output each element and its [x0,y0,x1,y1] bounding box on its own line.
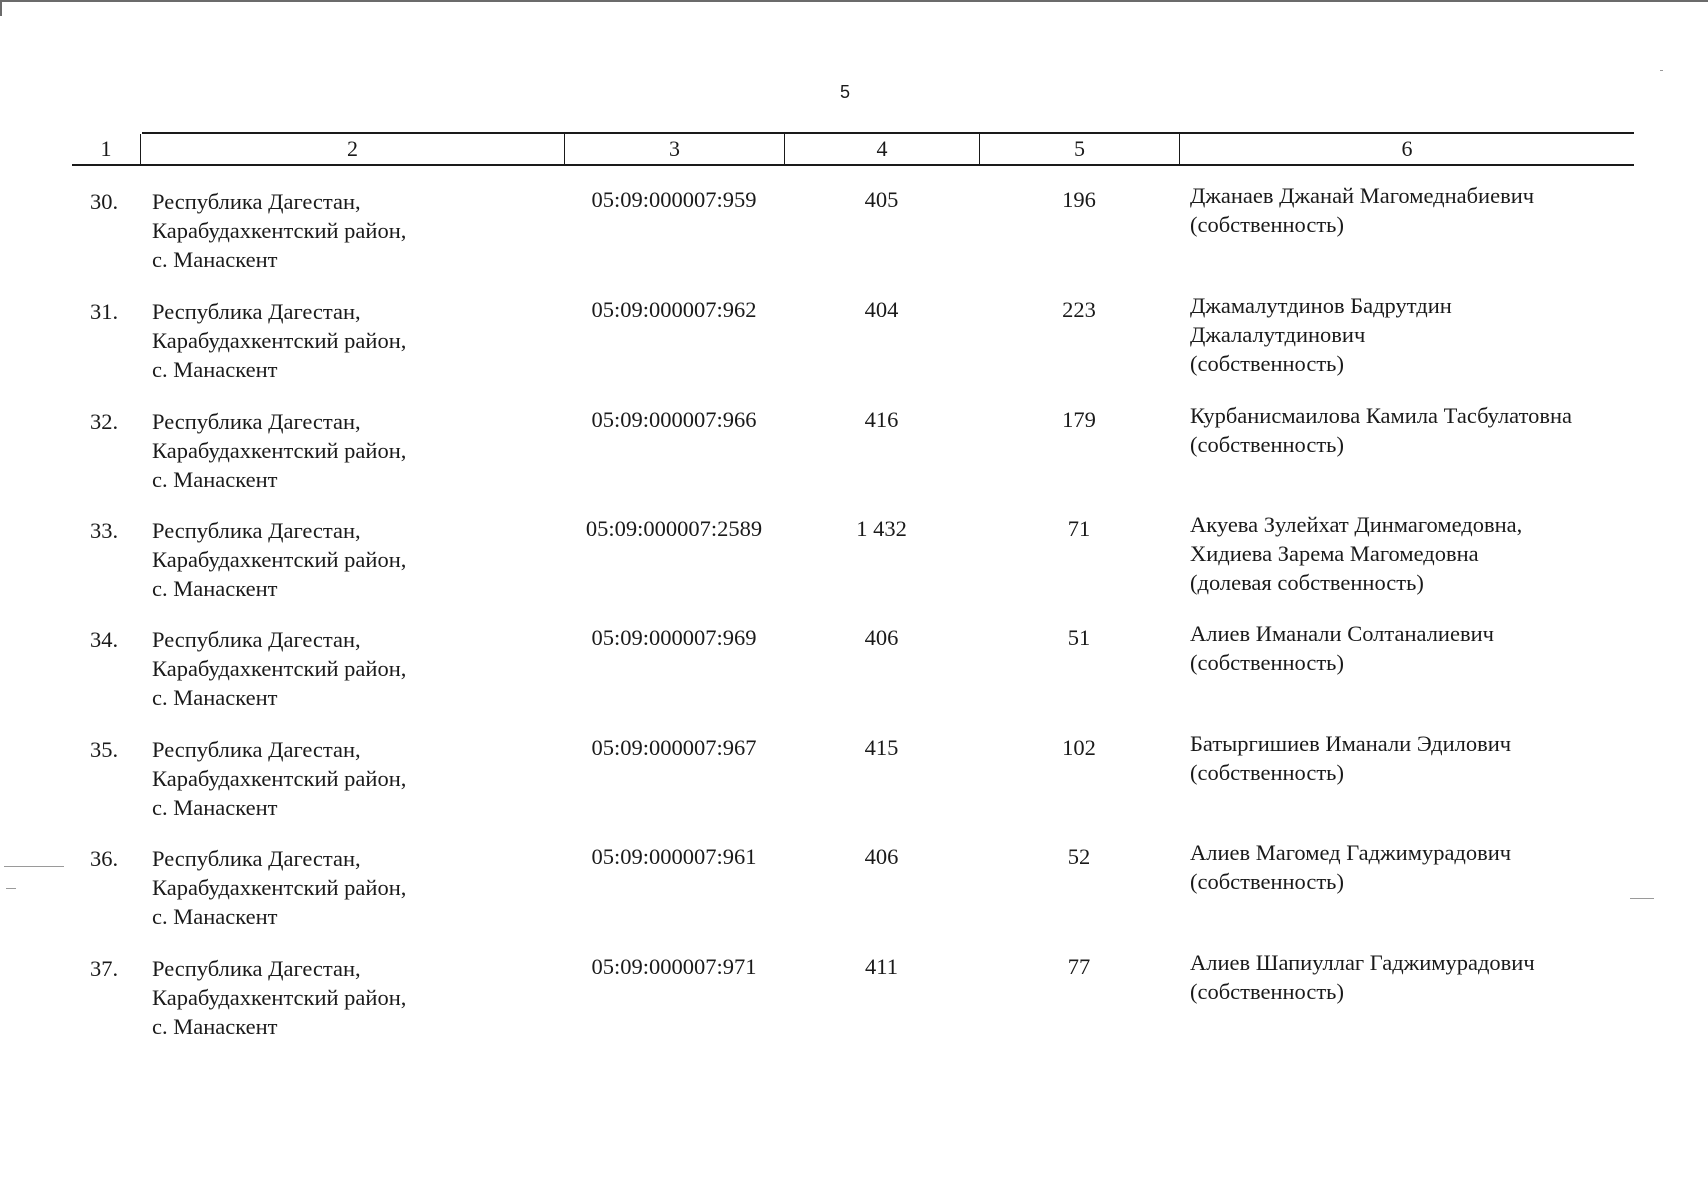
scan-artifact [4,866,64,867]
address-line: с. Манаскент [152,685,278,710]
address-line: Карабудахкентский район, [152,328,407,353]
area-value: 405 [864,187,899,212]
scan-artifact [6,888,16,889]
address-cell [152,407,552,494]
owner-line: Алиев Шапиуллаг Гаджимурадович [1190,950,1535,975]
owner-cell [1190,181,1630,239]
address-line: Республика Дагестан, [152,409,361,434]
owner-line: Алиев Магомед Гаджимурадович [1190,840,1512,865]
scan-artifact [1630,898,1654,899]
row-number: 33. [90,518,119,543]
cadastral-number: 05:09:000007:966 [591,407,757,432]
cadastral-number: 05:09:000007:959 [591,187,757,212]
address-line: Карабудахкентский район, [152,656,407,681]
owner-cell [1190,291,1630,378]
address-line: Республика Дагестан, [152,956,361,981]
area-value: 416 [864,407,899,432]
owner-line: (собственность) [1190,351,1344,376]
area-value: 1 432 [856,516,907,541]
address-cell [152,297,552,384]
column-5-value: 51 [1067,625,1091,650]
address-line: с. Манаскент [152,357,278,382]
owner-cell [1190,948,1630,1006]
cadastral-number: 05:09:000007:969 [591,625,757,650]
owner-cell [1190,619,1630,677]
column-5-value: 77 [1067,954,1091,979]
address-line: с. Манаскент [152,904,278,929]
address-cell [152,844,552,931]
table-row [72,950,1634,1064]
row-number: 31. [90,299,119,324]
column-5-value: 71 [1067,516,1091,541]
cadastral-number: 05:09:000007:2589 [585,516,763,541]
owner-line: Джанаев Джанай Магомеднабиевич [1190,183,1535,208]
table-row [72,293,1634,407]
address-cell [152,735,552,822]
cadastral-number: 05:09:000007:967 [591,735,757,760]
row-number: 37. [90,956,119,981]
owner-line: Акуева Зулейхат Динмагомедовна, [1190,512,1523,537]
scan-left-edge [0,0,2,16]
owner-line: (долевая собственность) [1190,570,1424,595]
header-col-1: 1 [100,136,112,161]
address-line: с. Манаскент [152,247,278,272]
owner-line: (собственность) [1190,650,1344,675]
address-cell [152,625,552,712]
cadastral-number: 05:09:000007:961 [591,844,757,869]
address-line: Карабудахкентский район, [152,547,407,572]
address-cell [152,516,552,603]
area-value: 404 [864,297,899,322]
address-line: Республика Дагестан, [152,627,361,652]
owner-line: (собственность) [1190,979,1344,1004]
area-value: 406 [864,625,899,650]
table-row [72,840,1634,954]
table-row [72,731,1634,845]
owner-line: (собственность) [1190,760,1344,785]
table-row [72,621,1634,735]
header-bottom-rule [72,164,1634,166]
owner-cell [1190,401,1630,459]
owner-line: Джамалутдинов Бадрутдин [1190,293,1452,318]
address-line: Карабудахкентский район, [152,985,407,1010]
page-number: 5 [839,82,850,102]
column-5-value: 223 [1062,297,1096,322]
area-value: 406 [864,844,899,869]
area-value: 411 [865,954,898,979]
address-line: с. Манаскент [152,467,278,492]
owner-cell [1190,729,1630,787]
row-number: 36. [90,846,119,871]
owner-cell [1190,510,1630,597]
column-5-value: 102 [1062,735,1096,760]
table-header [72,132,1634,166]
address-line: Карабудахкентский район, [152,875,407,900]
area-value: 415 [864,735,899,760]
cadastral-number: 05:09:000007:971 [591,954,757,979]
header-col-5: 5 [979,134,1179,164]
address-line: Республика Дагестан, [152,189,361,214]
scan-top-edge [0,0,1708,2]
address-cell [152,954,552,1041]
address-line: Карабудахкентский район, [152,766,407,791]
owner-line: Курбанисмаилова Камила Тасбулатовна [1190,403,1573,428]
address-line: с. Манаскент [152,1014,278,1039]
address-line: Республика Дагестан, [152,846,361,871]
owner-line: (собственность) [1190,432,1344,457]
owner-line: (собственность) [1190,212,1344,237]
owner-line: Хидиева Зарема Магомедовна [1190,541,1479,566]
row-number: 34. [90,627,119,652]
row-number: 32. [90,409,119,434]
header-col-2: 2 [140,134,564,164]
owner-line: (собственность) [1190,869,1344,894]
address-line: с. Манаскент [152,576,278,601]
column-5-value: 52 [1067,844,1091,869]
table-row [72,183,1634,297]
header-col-6: 6 [1179,134,1634,164]
column-5-value: 179 [1062,407,1096,432]
cadastral-number: 05:09:000007:962 [591,297,757,322]
table-row [72,403,1634,517]
row-number: 35. [90,737,119,762]
address-line: Карабудахкентский район, [152,218,407,243]
header-col-3: 3 [564,134,784,164]
address-line: Республика Дагестан, [152,299,361,324]
owner-line: Батыргишиев Иманали Эдилович [1190,731,1512,756]
scan-artifact [1660,70,1663,71]
address-line: Республика Дагестан, [152,737,361,762]
address-line: с. Манаскент [152,795,278,820]
header-col-4: 4 [784,134,979,164]
address-line: Республика Дагестан, [152,518,361,543]
owner-cell [1190,838,1630,896]
row-number: 30. [90,189,119,214]
table-row [72,512,1634,626]
column-5-value: 196 [1062,187,1096,212]
owner-line: Джалалутдинович [1190,322,1366,347]
address-line: Карабудахкентский район, [152,438,407,463]
address-cell [152,187,552,274]
owner-line: Алиев Иманали Солтаналиевич [1190,621,1494,646]
